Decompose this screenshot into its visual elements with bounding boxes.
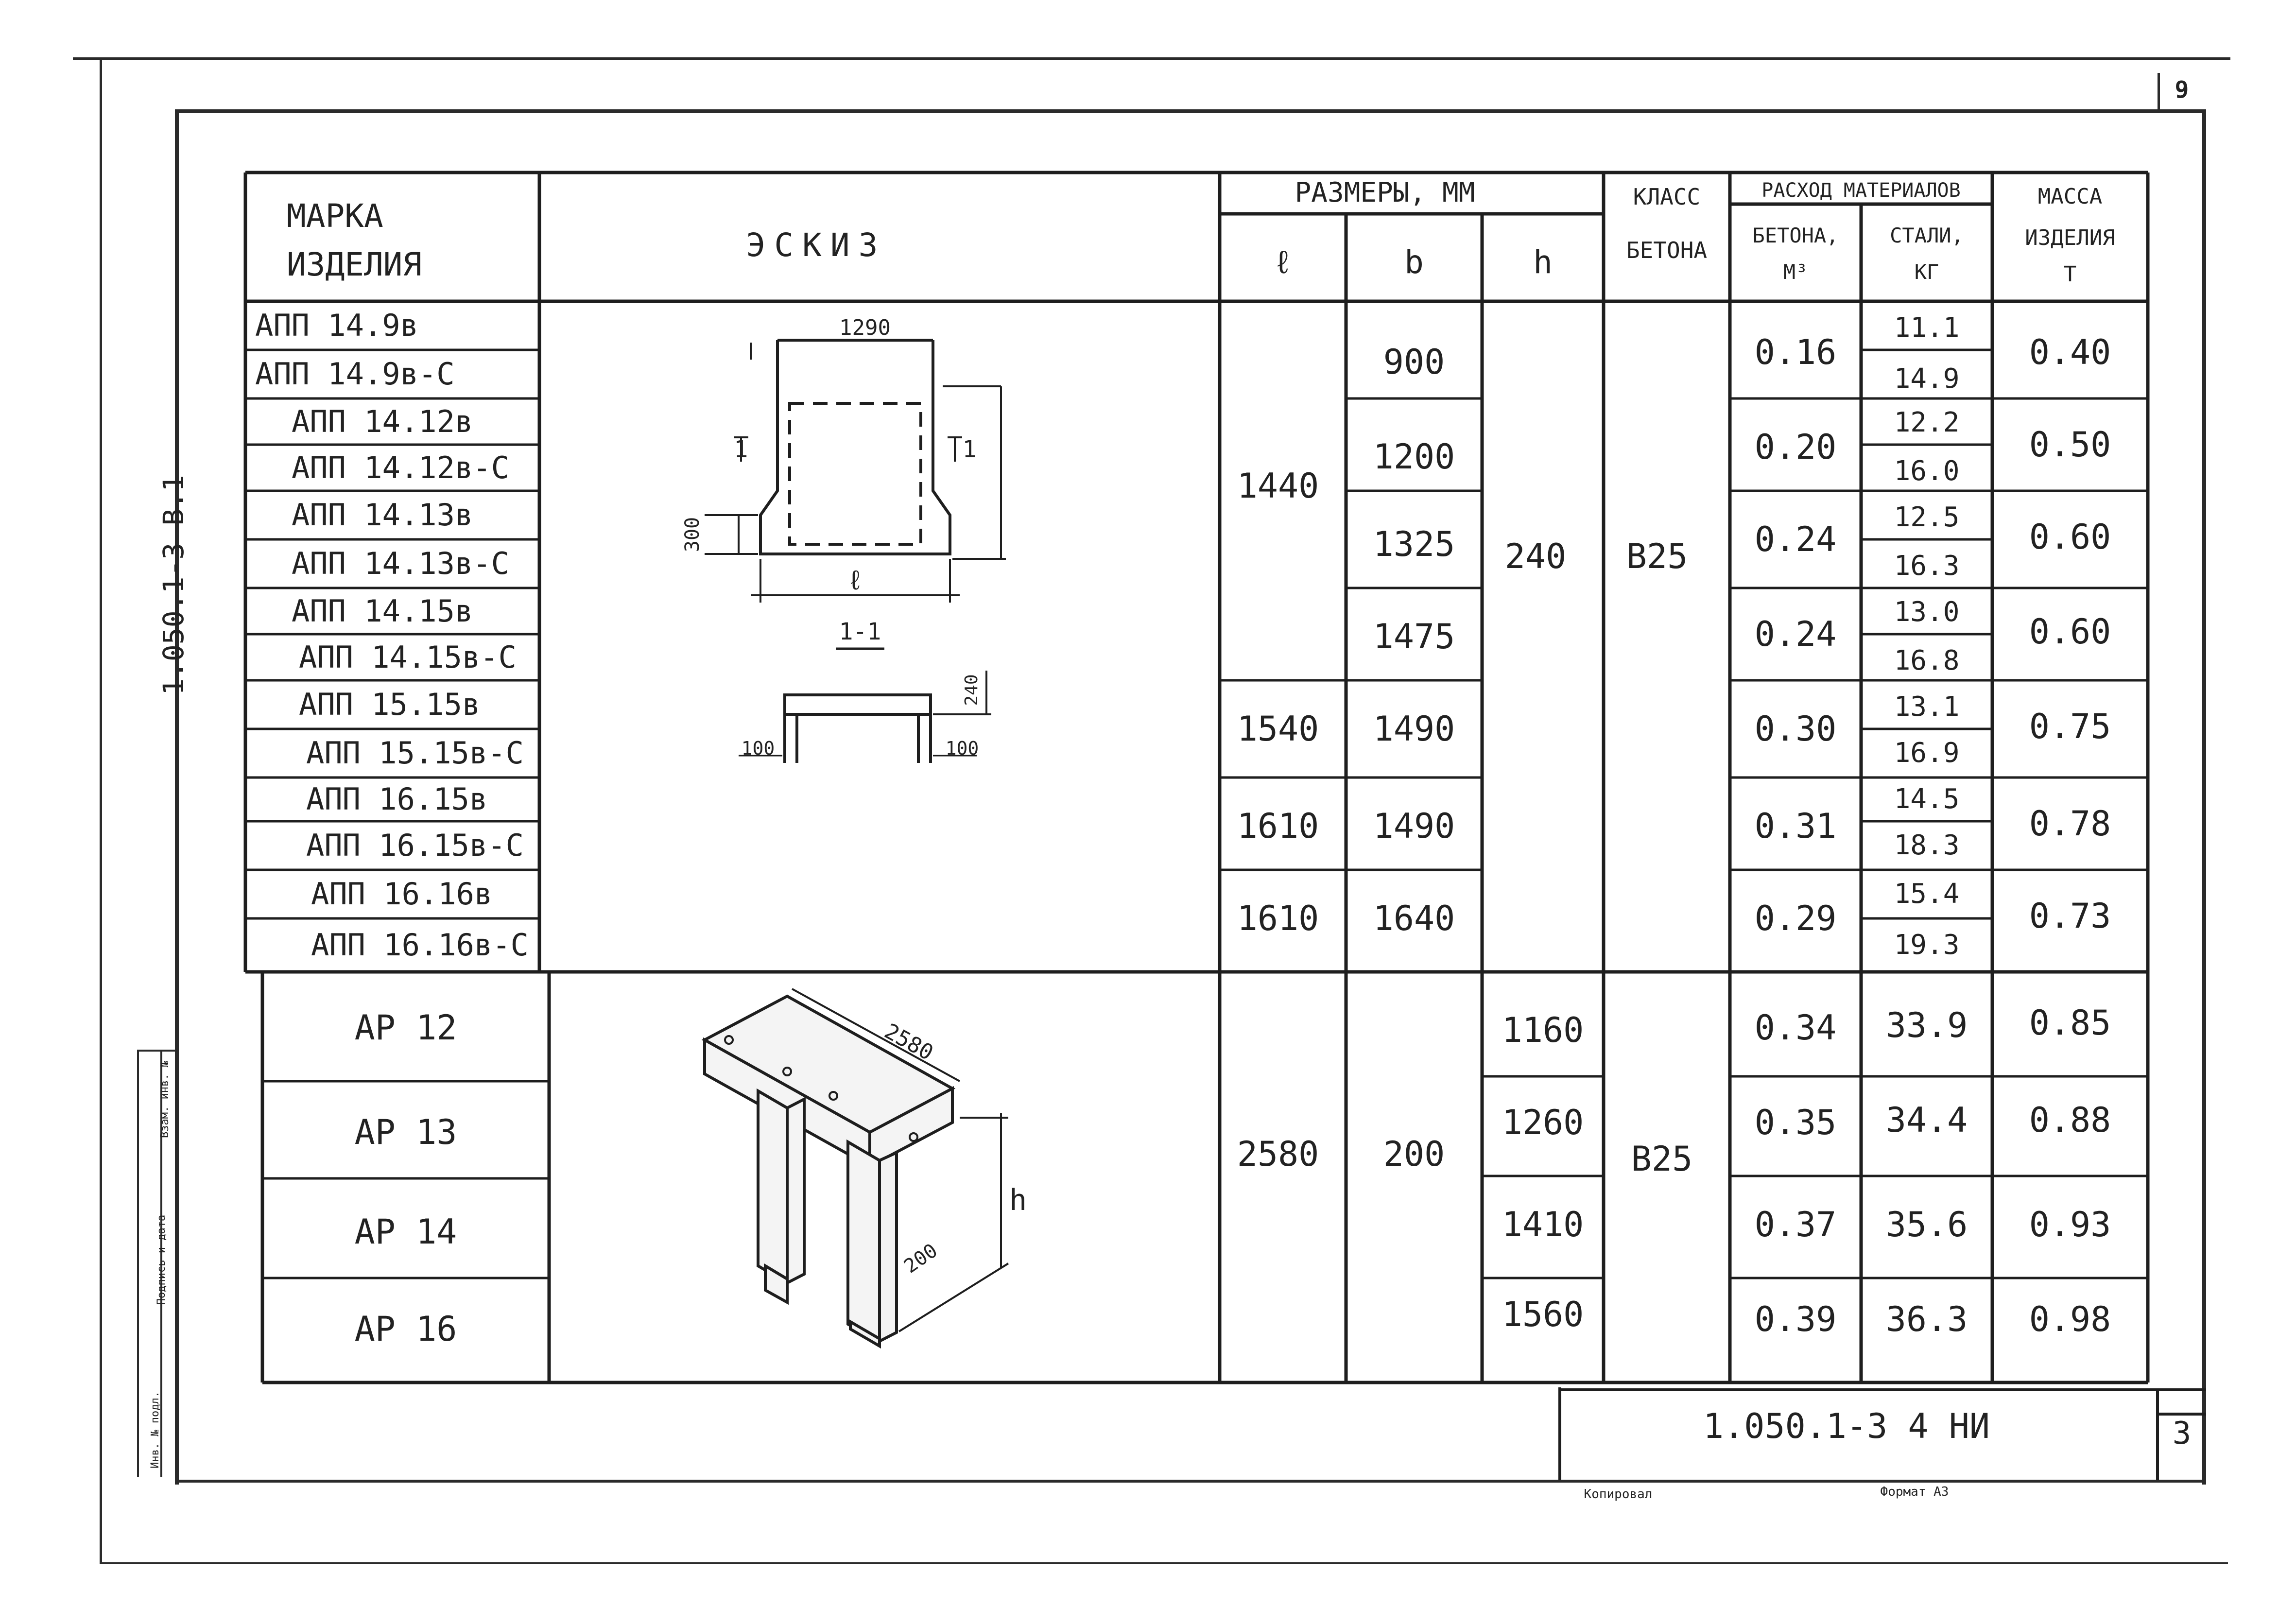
sheet-number: 3 [2172,1416,2192,1451]
ar-mass: 0.98 [2029,1299,2111,1339]
app-h: 240 [1504,536,1567,576]
app-l: 1440 [1237,466,1319,506]
header-class-2: БЕТОНА [1626,237,1708,263]
sketch2-dim-w: 200 [900,1239,942,1278]
app-steel: 14.5 [1894,783,1960,815]
app-mark: АПП 14.12в [292,404,473,439]
app-b: 1475 [1373,617,1455,657]
ar-h: 1560 [1502,1295,1584,1334]
header-h: h [1533,243,1553,281]
app-l: 1610 [1237,899,1319,938]
app-concrete: 0.30 [1754,709,1837,749]
header-dims: РАЗМЕРЫ, ММ [1295,177,1475,208]
ar-h: 1410 [1502,1205,1584,1244]
sketch1-dim-top: 1290 [839,315,891,340]
app-mark: АПП 14.13в [292,497,473,533]
designation: 1.050.1-3 4 НИ [1703,1406,1990,1446]
sketch1-dim-left: 100 [741,738,775,759]
app-b: 1640 [1373,899,1455,938]
app-concrete: 0.16 [1754,332,1837,372]
app-l: 1610 [1237,806,1319,846]
sketch1-dim-right: 100 [945,738,979,759]
stamp-label-3: Взам. инв. № [158,1061,171,1138]
app-steel: 12.5 [1894,501,1960,533]
stamp-label-1: Инв. № подл. [149,1391,161,1469]
ar-mark: АР 13 [354,1112,457,1152]
app-mass: 0.50 [2029,425,2111,465]
app-concrete: 0.24 [1754,614,1837,654]
app-steel: 12.2 [1894,407,1960,438]
app-mass: 0.75 [2029,707,2111,746]
header-concrete-2: М³ [1783,260,1808,284]
sketch1-mark-right: 1 [962,436,977,463]
app-steel: 13.0 [1894,596,1960,628]
app-steel: 15.4 [1894,878,1960,910]
app-steel: 19.3 [1894,929,1960,961]
ar-concrete: 0.34 [1754,1008,1837,1048]
ar-concrete: 0.37 [1754,1205,1837,1244]
app-mark: АПП 16.15в-С [306,828,524,863]
app-mass: 0.78 [2029,804,2111,844]
app-steel: 16.0 [1894,455,1960,487]
header-mark-1: МАРКА [287,197,383,235]
header-mass-1: МАССА [2037,184,2103,209]
sketch1-dim-l: ℓ [847,565,863,596]
header-mass-2: ИЗДЕЛИЯ [2025,225,2115,250]
header-sketch: ЭСКИЗ [746,226,887,264]
app-mark: АПП 14.15в [292,593,473,629]
app-concrete: 0.29 [1754,899,1837,938]
sketch1-dim-h: 240 [962,674,982,706]
ar-steel: 35.6 [1885,1205,1968,1244]
side-code: 1.050.1-3 В.1 [156,475,190,695]
app-mark: АПП 14.9в [255,308,418,343]
app-steel: 11.1 [1894,312,1960,344]
ar-class: В25 [1631,1139,1693,1179]
app-b: 1490 [1373,806,1455,846]
header-steel-2: КГ [1914,260,1939,284]
app-mark: АПП 16.16в-С [311,927,529,963]
ar-mass: 0.85 [2029,1003,2111,1043]
app-mass: 0.40 [2029,332,2111,372]
app-mark: АПП 16.15в [306,781,488,817]
app-mark: АПП 15.15в-С [306,735,524,771]
header-l: ℓ [1273,243,1293,281]
ar-steel: 36.3 [1885,1299,1968,1339]
ar-steel: 33.9 [1885,1005,1968,1045]
header-mass-3: Т [2063,262,2077,287]
app-steel: 14.9 [1894,363,1960,395]
header-concrete-1: БЕТОНА, [1752,224,1839,247]
app-steel: 16.9 [1894,737,1960,769]
app-mark: АПП 15.15в [299,687,481,722]
header-mark-2: ИЗДЕЛИЯ [287,246,422,283]
ar-mark: АР 14 [354,1212,457,1252]
sketch2-dim-h: h [1009,1183,1027,1217]
app-steel: 13.1 [1894,691,1960,723]
app-b: 1200 [1373,437,1455,477]
sketch-plate [705,340,1006,763]
app-l: 1540 [1237,709,1319,749]
ar-mass: 0.93 [2029,1205,2111,1244]
ar-mass: 0.88 [2029,1100,2111,1140]
app-mass: 0.73 [2029,896,2111,936]
footer-copied: Копировал [1584,1487,1653,1502]
app-b: 1490 [1373,709,1455,749]
app-mark: АПП 14.12в-С [292,450,509,485]
sketch1-section: 1-1 [839,618,881,645]
sheet-number-top: 9 [2175,76,2189,104]
app-mark: АПП 14.9в-С [255,356,455,392]
header-materials: РАСХОД МАТЕРИАЛОВ [1761,179,1961,202]
app-concrete: 0.20 [1754,427,1837,467]
app-mark: АПП 14.15в-С [299,639,517,675]
app-b: 900 [1383,342,1445,382]
app-class: В25 [1626,536,1688,576]
ar-concrete: 0.35 [1754,1103,1837,1142]
header-steel-1: СТАЛИ, [1890,224,1964,247]
app-b: 1325 [1373,524,1455,564]
ar-h: 1260 [1502,1103,1584,1142]
app-concrete: 0.24 [1754,519,1837,559]
app-mass: 0.60 [2029,612,2111,652]
ar-l: 2580 [1237,1134,1319,1174]
app-concrete: 0.31 [1754,806,1837,846]
sketch2-dim-len: 2580 [880,1019,937,1066]
ar-b: 200 [1383,1134,1445,1174]
app-mark: АПП 14.13в-С [292,546,509,581]
ar-steel: 34.4 [1885,1100,1968,1140]
sketch1-dim-side: 300 [681,517,704,553]
ar-mark: АР 16 [354,1309,457,1349]
app-mark: АПП 16.16в [311,876,493,912]
header-b: b [1404,243,1424,281]
ar-mark: АР 12 [354,1008,457,1048]
app-mass: 0.60 [2029,517,2111,557]
header-class-1: КЛАСС [1633,184,1701,210]
footer-format: Формат А3 [1880,1485,1949,1499]
app-steel: 18.3 [1894,829,1960,861]
ar-concrete: 0.39 [1754,1299,1837,1339]
app-steel: 16.3 [1894,550,1960,582]
sketch1-mark-left: 1 [734,436,748,463]
app-steel: 16.8 [1894,645,1960,676]
stamp-label-2: Подпись и дата [155,1214,168,1305]
ar-h: 1160 [1502,1010,1584,1050]
